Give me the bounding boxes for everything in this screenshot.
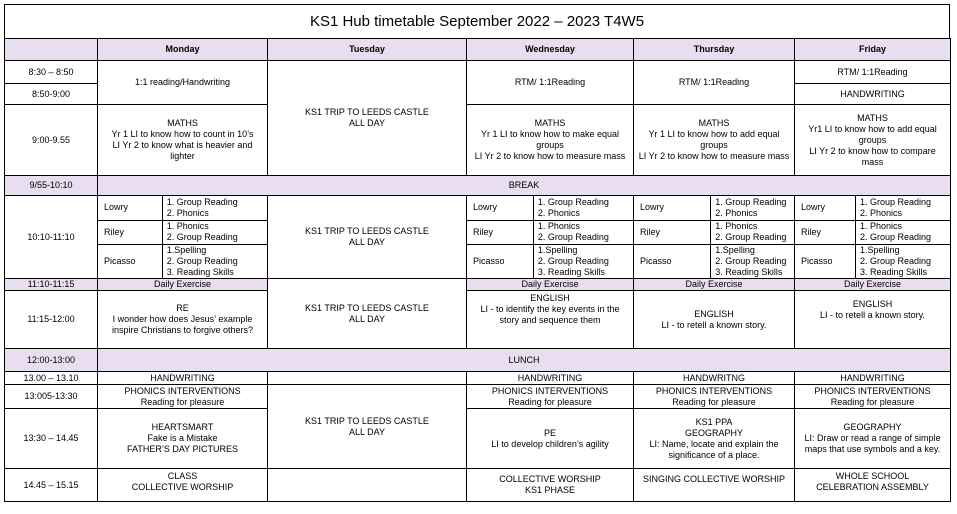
monday-exercise-cell: Daily Exercise xyxy=(98,279,268,291)
table-row xyxy=(5,279,951,291)
thursday-phonics-cell: PHONICS INTERVENTIONS Reading for pleasure xyxy=(634,385,795,409)
group-name: Riley xyxy=(634,220,711,244)
time-cell: 11:10-11:15 xyxy=(5,279,98,291)
group-name: Picasso xyxy=(467,244,533,278)
thursday-english-cell: ENGLISH LI - to retell a known story. xyxy=(634,291,795,349)
day-header-tuesday: Tuesday xyxy=(268,39,467,61)
corner-cell xyxy=(5,39,98,61)
wednesday-phonics-cell: PHONICS INTERVENTIONS Reading for pleasure xyxy=(467,385,634,409)
break-row xyxy=(5,176,951,196)
friday-maths-cell: MATHS Yr1 LI to know how to add equal groups LI Yr 2 to know how to compare mass xyxy=(795,105,951,176)
group-name: Riley xyxy=(795,220,855,244)
friday-assembly-cell: WHOLE SCHOOL CELEBRATION ASSEMBLY xyxy=(795,469,951,502)
time-cell: 13:005-13:30 xyxy=(5,385,98,409)
friday-rtm-cell: RTM/ 1:1Reading xyxy=(795,61,951,84)
tuesday-empty-pm-cell xyxy=(268,469,467,502)
day-header-wednesday: Wednesday xyxy=(467,39,634,61)
wednesday-handwriting-cell: HANDWRITING xyxy=(467,372,634,385)
thursday-worship-cell: SINGING COLLECTIVE WORSHIP xyxy=(634,469,795,502)
group-name: Riley xyxy=(98,220,162,244)
time-cell: 14.45 – 15.15 xyxy=(5,469,98,502)
monday-maths-cell: MATHS Yr 1 LI to know how to count in 10’s LI Yr 2 to know what is heavier and lighter xyxy=(98,105,268,176)
time-cell: 12:00-13:00 xyxy=(5,349,98,372)
group-name: Picasso xyxy=(634,244,711,278)
thursday-groups-cell xyxy=(634,196,795,279)
time-cell: 11:15-12:00 xyxy=(5,291,98,349)
table-row xyxy=(5,469,951,502)
group-name: Picasso xyxy=(98,244,162,278)
tuesday-empty-cell xyxy=(268,372,467,385)
timetable-title: KS1 Hub timetable September 2022 – 2023 T4W5 xyxy=(4,4,950,38)
time-cell: 13.00 – 13.10 xyxy=(5,372,98,385)
day-header-monday: Monday xyxy=(98,39,268,61)
monday-groups-cell xyxy=(98,196,268,279)
friday-handwriting-cell: HANDWRITING xyxy=(795,84,951,105)
time-cell: 13:30 – 14.45 xyxy=(5,409,98,469)
friday-phonics-cell: PHONICS INTERVENTIONS Reading for pleasure xyxy=(795,385,951,409)
time-cell: 9:00-9.55 xyxy=(5,105,98,176)
timetable-document xyxy=(4,4,950,502)
thursday-exercise-cell: Daily Exercise xyxy=(634,279,795,291)
day-header-thursday: Thursday xyxy=(634,39,795,61)
group-name: Lowry xyxy=(795,196,855,220)
wednesday-rtm-cell: RTM/ 1:1Reading xyxy=(467,61,634,105)
group-list: Lowry 1. Group Reading 2. Phonics Riley 1. Phonics 2. Group Reading Picasso 1.Spelling 2. Group Reading 3. Reading Skills xyxy=(795,196,950,278)
group-list: Lowry 1. Group Reading 2. Phonics Riley 1. Phonics 2. Group Reading Picasso 1.Spelling 2. Group Reading 3. Reading Skills xyxy=(634,196,794,278)
monday-reading-cell: 1:1 reading/Handwriting xyxy=(98,61,268,105)
thursday-maths-cell: MATHS Yr 1 LI to know how to add equal groups LI Yr 2 to know how to measure mass xyxy=(634,105,795,176)
tuesday-trip-midday-cell: KS1 TRIP TO LEEDS CASTLE ALL DAY xyxy=(268,196,467,279)
group-list: Lowry 1. Group Reading 2. Phonics Riley 1. Phonics 2. Group Reading Picasso 1.Spelling 2. Group Reading 3. Reading Skills xyxy=(467,196,633,278)
friday-geography-cell: GEOGRAPHY LI: Draw or read a range of simple maps that use symbols and a key. xyxy=(795,409,951,469)
timetable-grid xyxy=(4,38,951,502)
table-row xyxy=(5,61,951,84)
friday-exercise-cell: Daily Exercise xyxy=(795,279,951,291)
tuesday-trip-pm-cell: KS1 TRIP TO LEEDS CASTLE ALL DAY xyxy=(268,385,467,469)
tuesday-trip-afternoon-cell: KS1 TRIP TO LEEDS CASTLE ALL DAY xyxy=(268,279,467,349)
wednesday-exercise-cell: Daily Exercise xyxy=(467,279,634,291)
thursday-geography-cell: KS1 PPA GEOGRAPHY LI: Name, locate and explain the significance of a place. xyxy=(634,409,795,469)
wednesday-groups-cell xyxy=(467,196,634,279)
tuesday-trip-morning-cell: KS1 TRIP TO LEEDS CASTLE ALL DAY xyxy=(268,61,467,176)
wednesday-maths-cell: MATHS Yr 1 LI to know how to make equal groups LI Yr 2 to know how to measure mass xyxy=(467,105,634,176)
table-row xyxy=(5,385,951,409)
group-name: Riley xyxy=(467,220,533,244)
friday-english-cell: ENGLISH LI - to retell a known story. xyxy=(795,291,951,349)
time-cell: 8:30 – 8:50 xyxy=(5,61,98,84)
thursday-handwriting-cell: HANDWRITNG xyxy=(634,372,795,385)
monday-phonics-cell: PHONICS INTERVENTIONS Reading for pleasure xyxy=(98,385,268,409)
friday-handwriting-pm-cell: HANDWRITING xyxy=(795,372,951,385)
time-cell: 8:50-9:00 xyxy=(5,84,98,105)
wednesday-worship-cell: COLLECTIVE WORSHIP KS1 PHASE xyxy=(467,469,634,502)
monday-re-cell: RE I wonder how does Jesus’ example inspire Christians to forgive others? xyxy=(98,291,268,349)
wednesday-pe-cell: PE LI to develop children’s agility xyxy=(467,409,634,469)
day-header-friday: Friday xyxy=(795,39,951,61)
thursday-rtm-cell: RTM/ 1:1Reading xyxy=(634,61,795,105)
lunch-cell: LUNCH xyxy=(98,349,951,372)
table-row xyxy=(5,196,951,279)
wednesday-english-cell: ENGLISH LI - to identify the key events in the story and sequence them xyxy=(467,291,634,349)
monday-worship-cell: CLASS COLLECTIVE WORSHIP xyxy=(98,469,268,502)
table-row xyxy=(5,291,951,349)
table-row xyxy=(5,105,951,176)
group-name: Lowry xyxy=(634,196,711,220)
table-row xyxy=(5,372,951,385)
group-name: Lowry xyxy=(467,196,533,220)
group-name: Lowry xyxy=(98,196,162,220)
monday-handwriting-cell: HANDWRITING xyxy=(98,372,268,385)
day-header-row xyxy=(5,39,951,61)
group-list: Lowry 1. Group Reading 2. Phonics Riley 1. Phonics 2. Group Reading Picasso 1.Spelling 2. Group Reading 3. Reading Skills xyxy=(98,196,267,278)
monday-heartsmart-cell: HEARTSMART Fake is a Mistake FATHER’S DAY PICTURES xyxy=(98,409,268,469)
lunch-row xyxy=(5,349,951,372)
table-row xyxy=(5,409,951,469)
time-cell: 10:10-11:10 xyxy=(5,196,98,279)
break-cell: BREAK xyxy=(98,176,951,196)
time-cell: 9/55-10:10 xyxy=(5,176,98,196)
friday-groups-cell xyxy=(795,196,951,279)
group-name: Picasso xyxy=(795,244,855,278)
